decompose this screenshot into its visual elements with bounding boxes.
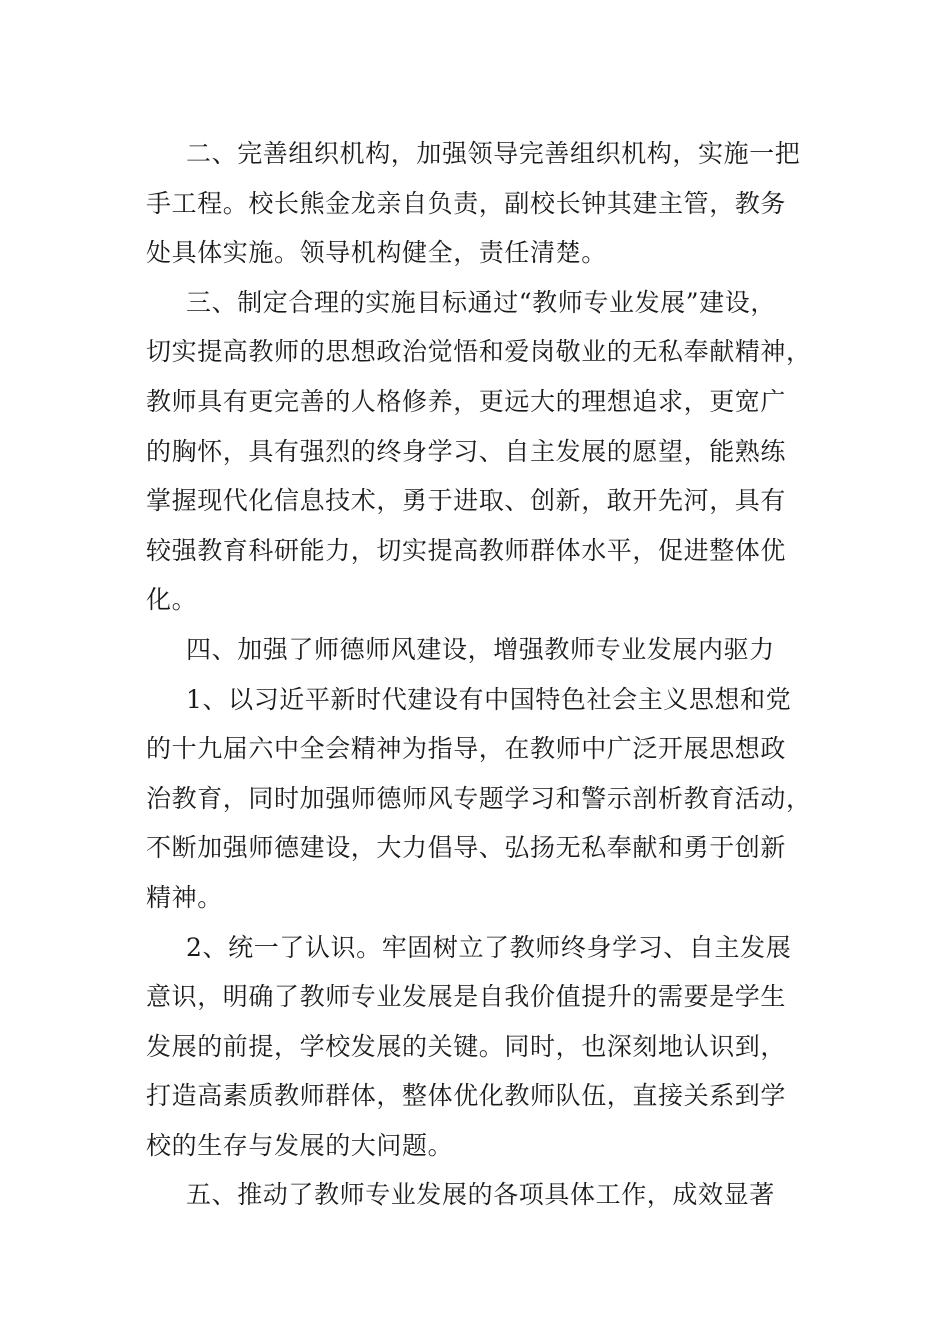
text-line: 三、制定合理的实施目标通过“教师专业发展”建设，	[186, 287, 776, 317]
text-line: 意识，明确了教师专业发展是自我价值提升的需要是学生	[146, 982, 787, 1012]
text-line: 2、统一了认识。牢固树立了教师终身学习、自主发展	[186, 932, 792, 962]
text-line: 发展的前提，学校发展的关键。同时，也深刻地认识到，	[146, 1031, 787, 1061]
section-heading: 四、加强了师德师风建设，增强教师专业发展内驱力	[186, 634, 775, 664]
text-line: 手工程。校长熊金龙亲自负责，副校长钟其建主管，教务	[146, 188, 787, 218]
paragraph-section-4-item-1	[146, 675, 812, 923]
text-line: 治教育，同时加强师德师风专题学习和警示剖析教育活动，	[146, 783, 812, 813]
text-line: 处具体实施。领导机构健全，责任清楚。	[146, 238, 607, 268]
paragraph-section-4	[146, 625, 806, 675]
paragraph-section-4-item-2	[146, 923, 806, 1171]
text-line: 的胸怀，具有强烈的终身学习、自主发展的愿望，能熟练	[146, 436, 787, 466]
paragraph-section-2	[146, 129, 806, 278]
section-heading: 五、推动了教师专业发展的各项具体工作，成效显著	[186, 1180, 775, 1210]
text-line: 的十九届六中全会精神为指导，在教师中广泛开展思想政	[146, 734, 787, 764]
text-line: 校的生存与发展的大问题。	[146, 1130, 454, 1160]
text-line: 较强教育科研能力，切实提高教师群体水平，促进整体优	[146, 535, 787, 565]
text-line: 切实提高教师的思想政治觉悟和爱岗敬业的无私奉献精神，	[146, 337, 812, 367]
document-body	[146, 129, 812, 1220]
text-line: 打造高素质教师群体，整体优化教师队伍，直接关系到学	[146, 1081, 787, 1111]
text-line: 教师具有更完善的人格修养，更远大的理想追求，更宽广	[146, 386, 787, 416]
text-line: 1、以习近平新时代建设有中国特色社会主义思想和党	[186, 684, 792, 714]
text-line: 掌握现代化信息技术，勇于进取、创新，敢开先河，具有	[146, 486, 787, 516]
paragraph-section-3	[146, 278, 812, 625]
text-line: 化。	[146, 585, 198, 615]
text-line: 精神。	[146, 882, 223, 912]
paragraph-section-5	[146, 1170, 806, 1220]
text-line: 不断加强师德建设，大力倡导、弘扬无私奉献和勇于创新	[146, 833, 787, 863]
text-line: 二、完善组织机构，加强领导完善组织机构，实施一把	[186, 139, 801, 168]
